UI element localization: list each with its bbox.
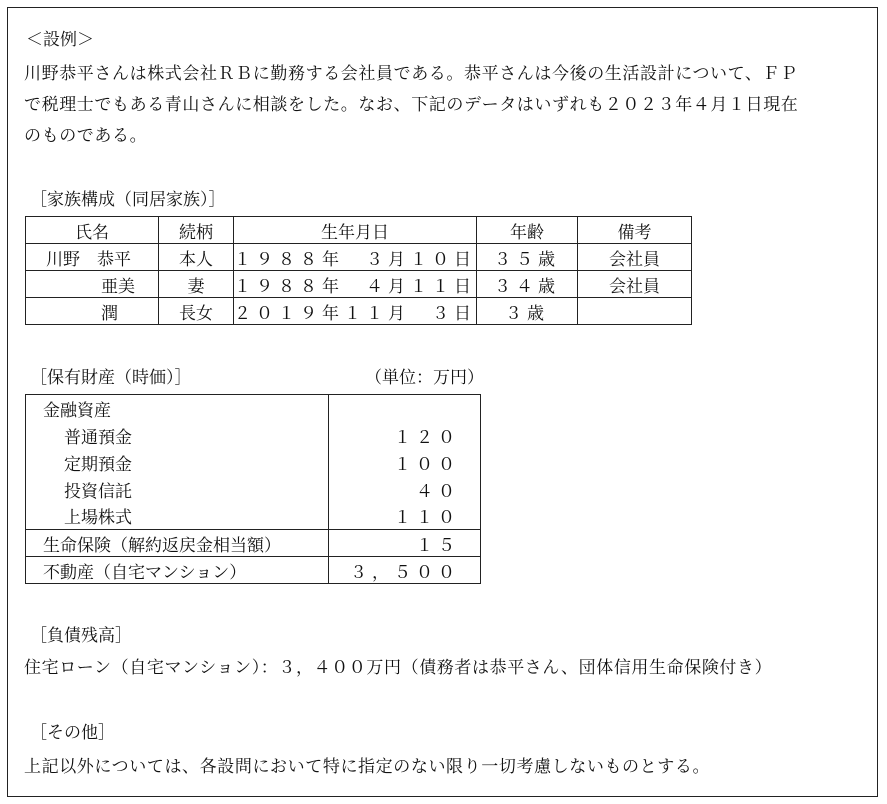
cell-remarks: 会社員 (578, 244, 692, 271)
cell-age: ３歳 (477, 298, 578, 325)
family-section-title: ［家族構成（同居家族）］ (30, 190, 226, 210)
asset-label: 定期預金 (26, 449, 329, 476)
cell-relation: 長女 (159, 298, 234, 325)
asset-value: １００ (329, 449, 481, 476)
asset-value (329, 395, 481, 422)
intro-line-1: 川野恭平さんは株式会社ＲＢに勤務する会社員である。恭平さんは今後の生活設計について、ＦＰ (24, 64, 798, 84)
asset-value: １１０ (329, 503, 481, 530)
header-remarks: 備考 (578, 217, 692, 244)
header-age: 年齢 (477, 217, 578, 244)
case-heading: ＜設例＞ (26, 30, 94, 50)
table-row (26, 395, 481, 422)
table-row (26, 503, 481, 530)
asset-label: 不動産（自宅マンション） (26, 557, 329, 584)
family-table (25, 216, 692, 325)
other-section-title: ［その他］ (30, 723, 115, 743)
cell-birthdate: ２０１９年１１月 ３日 (234, 298, 477, 325)
table-row (26, 449, 481, 476)
table-row (26, 244, 692, 271)
cell-name: 潤 (26, 298, 159, 325)
cell-relation: 妻 (159, 271, 234, 298)
cell-name: 川野 恭平 (26, 244, 159, 271)
asset-label: 金融資産 (26, 395, 329, 422)
asset-value: ４０ (329, 476, 481, 503)
liabilities-text: 住宅ローン（自宅マンション）：３，４００万円（債務者は恭平さん、団体信用生命保険付き） (24, 658, 773, 678)
cell-birthdate: １９８８年 ４月１１日 (234, 271, 477, 298)
other-text: 上記以外については、各設問において特に指定のない限り一切考慮しないものとする。 (24, 757, 711, 777)
table-header-row (26, 217, 692, 244)
asset-label: 上場株式 (26, 503, 329, 530)
table-row (26, 298, 692, 325)
assets-table (25, 394, 481, 584)
asset-label: 投資信託 (26, 476, 329, 503)
table-row (26, 557, 481, 584)
header-relation: 続柄 (159, 217, 234, 244)
cell-age: ３５歳 (477, 244, 578, 271)
cell-relation: 本人 (159, 244, 234, 271)
cell-birthdate: １９８８年 ３月１０日 (234, 244, 477, 271)
header-name: 氏名 (26, 217, 159, 244)
cell-age: ３４歳 (477, 271, 578, 298)
cell-name: 亜美 (26, 271, 159, 298)
cell-remarks: 会社員 (578, 271, 692, 298)
table-row (26, 271, 692, 298)
assets-unit-label: （単位：万円） (365, 368, 484, 388)
table-row (26, 476, 481, 503)
liabilities-section-title: ［負債残高］ (30, 626, 132, 646)
asset-label: 普通預金 (26, 422, 329, 449)
header-birthdate: 生年月日 (234, 217, 477, 244)
intro-line-2: で税理士でもある青山さんに相談をした。なお、下記のデータはいずれも２０２３年４月１日現在 (24, 95, 799, 115)
asset-value: １２０ (329, 422, 481, 449)
table-row (26, 422, 481, 449)
asset-value: １５ (329, 530, 481, 557)
intro-line-3: のものである。 (24, 126, 148, 146)
asset-label: 生命保険（解約返戻金相当額） (26, 530, 329, 557)
table-row (26, 530, 481, 557)
asset-value: ３，５００ (329, 557, 481, 584)
cell-remarks (578, 298, 692, 325)
assets-section-title: ［保有財産（時価）］ (30, 368, 192, 388)
